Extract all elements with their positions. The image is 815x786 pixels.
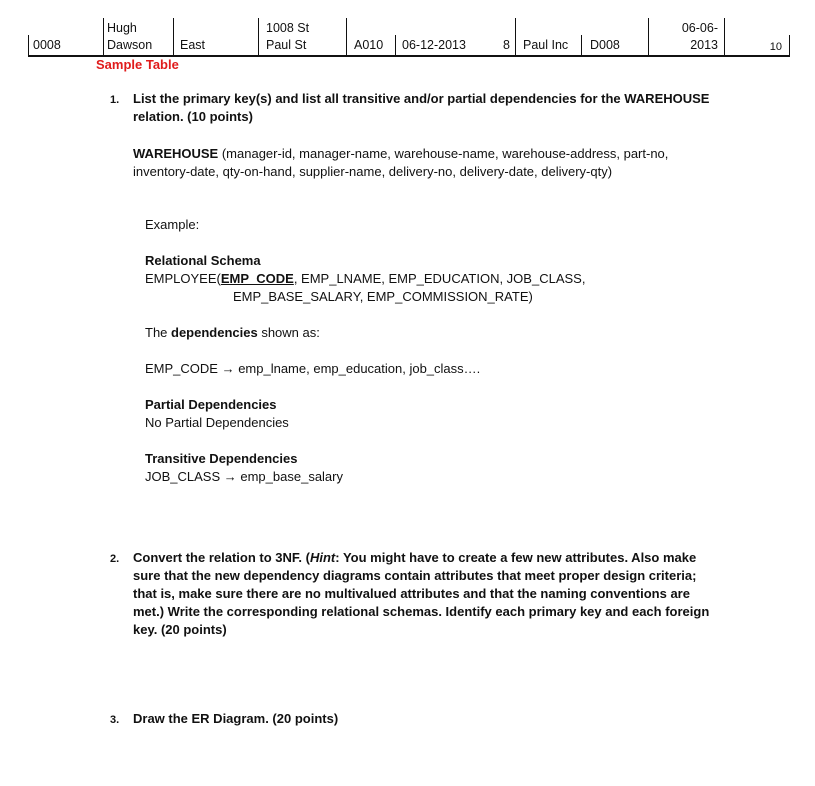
question-2-line3: that is, make sure there are no multivalued attributes and that the naming conventions are [133, 586, 690, 601]
cell-address-line1: 1008 St [266, 21, 310, 35]
cell-divider [724, 18, 725, 57]
warehouse-attrs-line2: inventory-date, qty-on-hand, supplier-name, delivery-no, delivery-date, delivery-qty) [133, 164, 613, 179]
question-1-line1: List the primary key(s) and list all transitive and/or partial dependencies for the WAREHOUSE [133, 91, 710, 106]
cell-inventory-date: 06-12-2013 [402, 38, 466, 52]
cell-supplier: Paul Inc [523, 38, 569, 52]
cell-qty-on-hand: 8 [503, 38, 510, 52]
cell-divider [648, 18, 649, 57]
q2-line1-rest: : You might have to create a few new attributes. Also make [335, 550, 697, 565]
cell-delivery-no: D008 [590, 38, 620, 52]
cell-divider [789, 35, 790, 57]
cell-id: 0008 [33, 38, 61, 52]
trans-rhs: emp_base_salary [236, 469, 343, 484]
warehouse-attrs-line1: (manager-id, manager-name, warehouse-name, warehouse-address, part-no, [218, 146, 669, 161]
cell-delivery-qty: 10 [769, 41, 782, 53]
warehouse-relation-line1 [133, 145, 668, 163]
dep-lhs: EMP_CODE [145, 361, 222, 376]
cell-region: East [180, 38, 206, 52]
schema-prefix: EMPLOYEE( [145, 271, 221, 286]
q2-prefix: Convert the relation to 3NF. ( [133, 550, 310, 565]
question-1-line2: relation. (10 points) [133, 109, 253, 124]
dep-rhs: emp_lname, emp_education, job_class…. [234, 361, 481, 376]
cell-name-first: Hugh [107, 21, 137, 35]
cell-divider [581, 35, 582, 57]
dep-intro-bold: dependencies [171, 325, 258, 340]
schema-line2: EMP_BASE_SALARY, EMP_COMMISSION_RATE) [233, 289, 533, 304]
schema-primary-key: EMP_CODE [220, 271, 294, 286]
sample-table-caption: Sample Table [96, 57, 179, 72]
question-1-number: 1. [110, 94, 120, 106]
question-3-number: 3. [110, 714, 120, 726]
question-2-line4: met.) Write the corresponding relational schemas. Identify each primary key and each foreign [133, 604, 710, 619]
cell-divider [103, 18, 104, 57]
sample-table-row [28, 18, 790, 57]
cell-delivery-date-line2: 2013 [690, 38, 718, 52]
trans-lhs: JOB_CLASS [145, 469, 224, 484]
schema-rest: , EMP_LNAME, EMP_EDUCATION, JOB_CLASS, [293, 271, 586, 286]
question-3-line1: Draw the ER Diagram. (20 points) [133, 711, 339, 726]
question-2-line5: key. (20 points) [133, 622, 227, 637]
cell-divider [173, 18, 174, 57]
cell-divider [515, 18, 516, 57]
question-2-line2: sure that the new dependency diagrams contain attributes that meet proper design criteria; [133, 568, 697, 583]
arrow-right-icon: → [223, 469, 237, 484]
cell-divider [395, 35, 396, 57]
cell-divider [258, 18, 259, 57]
arrow-right-icon: → [221, 361, 235, 376]
cell-divider [346, 18, 347, 57]
dependency-line [145, 360, 480, 378]
cell-part-no: A010 [354, 38, 384, 52]
partial-dependencies-value: No Partial Dependencies [145, 415, 289, 430]
cell-delivery-date-line1: 06-06- [681, 21, 718, 35]
partial-dependencies-heading: Partial Dependencies [145, 397, 277, 412]
cell-address-line2: Paul St [266, 38, 307, 52]
question-2-line1 [133, 549, 696, 567]
warehouse-name: WAREHOUSE [133, 146, 219, 161]
schema-heading: Relational Schema [145, 253, 261, 268]
schema-line1 [145, 270, 585, 288]
dep-intro-post: shown as: [257, 325, 320, 340]
example-label: Example: [145, 217, 200, 232]
dep-intro-pre: The [145, 325, 172, 340]
dependency-intro [145, 324, 320, 342]
transitive-dependencies-heading: Transitive Dependencies [145, 451, 298, 466]
cell-divider [28, 35, 29, 57]
transitive-dependency-line [145, 468, 343, 486]
cell-name-last: Dawson [107, 38, 153, 52]
q2-hint-label: Hint [309, 550, 336, 565]
question-2-number: 2. [110, 553, 120, 565]
